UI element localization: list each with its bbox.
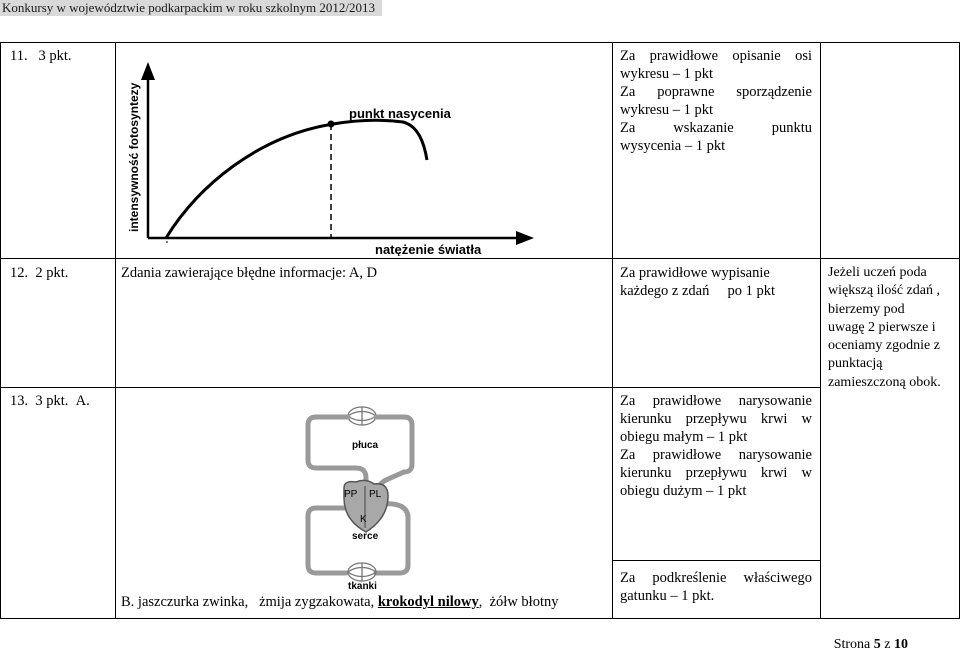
col-divider-3 bbox=[820, 42, 821, 619]
row-divider-13b bbox=[612, 560, 820, 561]
saturation-curve bbox=[166, 120, 427, 238]
row13b-scoring: Za podkreślenie właściwego gatunku – 1 pkt. bbox=[620, 570, 812, 604]
row12-scoring: Za prawidłowe wypisanie każdego z zdań po 1 pkt bbox=[620, 265, 776, 299]
pp-label: PP bbox=[344, 489, 358, 500]
k-label: K bbox=[360, 514, 367, 525]
correct-species: krokodyl nilowy bbox=[377, 594, 479, 610]
note-text: Jeżeli uczeń poda większą ilość zdań , bierzemy pod uwagę 2 pierwsze i oceniamy zgodnie z punktacją zamieszczoną obok. bbox=[828, 265, 941, 390]
row12-number: 12. 2 pkt. bbox=[10, 265, 69, 281]
row13a-scoring: Za prawidłowe narysowanie kierunku przepływu krwi w obiegu małym – 1 pkt Za prawidłowe narysowanie kierunku przepływu krwi w obiegu dużym – 1 pkt bbox=[620, 393, 812, 499]
x-axis-label: natężenie światła bbox=[375, 242, 482, 256]
saturation-point-label: punkt nasycenia bbox=[349, 106, 451, 121]
row11-scoring: Za prawidłowe opisanie osi wykresu – 1 pkt Za poprawne sporządzenie wykresu – 1 pkt Za wskazanie punktu wysycenia – 1 pkt bbox=[620, 48, 812, 154]
row-divider-12-13 bbox=[0, 387, 820, 388]
saturation-graph bbox=[118, 56, 538, 256]
page-header: Konkursy w województwie podkarpackim w roku szkolnym 2012/2013 bbox=[0, 0, 382, 16]
saturation-point bbox=[328, 121, 335, 128]
page-number: Strona 5 z 10 bbox=[833, 637, 908, 652]
circulation-diagram bbox=[296, 400, 426, 592]
y-axis bbox=[141, 62, 155, 238]
tissue-capillaries-icon bbox=[348, 563, 376, 581]
table-bottom-border bbox=[0, 618, 960, 619]
col-divider-1 bbox=[115, 42, 116, 619]
row11-number: 11. 3 pkt. bbox=[10, 48, 72, 64]
row-divider-11-12 bbox=[0, 258, 960, 259]
heart-label: serce bbox=[352, 531, 379, 542]
table-top-border bbox=[0, 42, 960, 43]
y-axis-label: intensywność fotosyntezy bbox=[127, 82, 141, 232]
part-b-answer: B. jaszczurka zwinka, żmija zygzakowata, krokodyl nilowy, żółw błotny bbox=[121, 594, 559, 610]
col-left-border bbox=[0, 42, 1, 619]
pl-label: PL bbox=[369, 489, 382, 500]
col-divider-2 bbox=[612, 42, 613, 619]
lung-capillaries-icon bbox=[348, 407, 376, 425]
tissues-label: tkanki bbox=[348, 581, 377, 592]
row12-answer: Zdania zawierające błędne informacje: A, D bbox=[121, 265, 378, 281]
lungs-label: płuca bbox=[352, 440, 379, 451]
part-a-label: A. bbox=[75, 393, 90, 409]
row13-number: 13. 3 pkt. A. bbox=[10, 393, 90, 409]
